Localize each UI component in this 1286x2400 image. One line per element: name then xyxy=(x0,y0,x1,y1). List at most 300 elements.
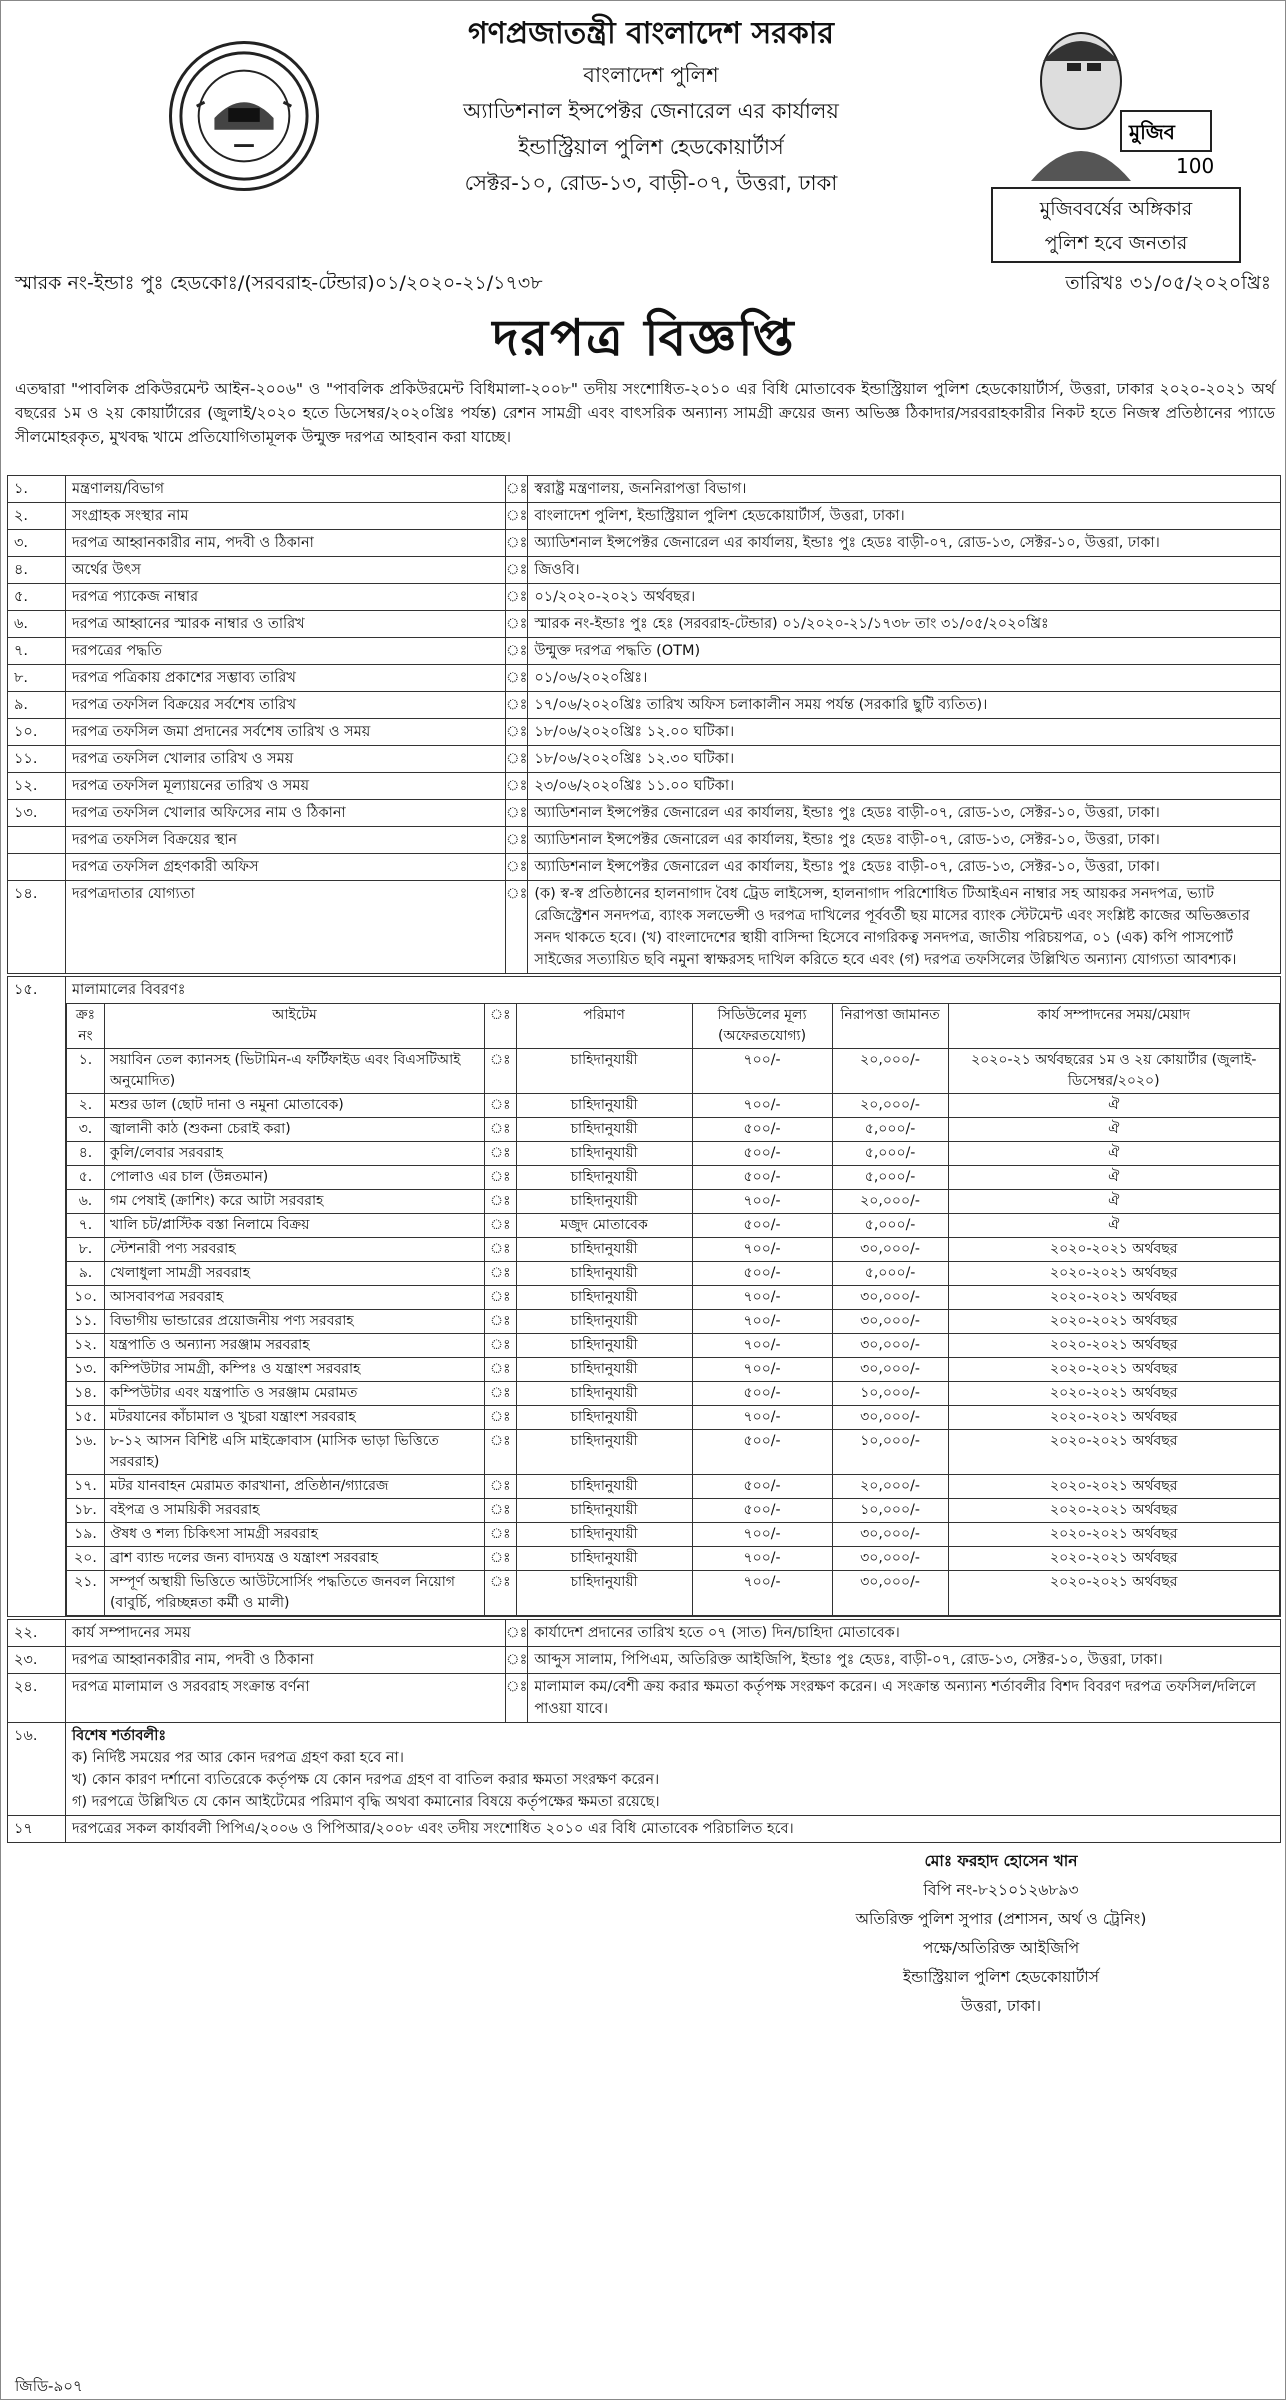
row-separator: ঃ xyxy=(506,503,528,530)
row-label: দরপত্র মালামাল ও সরবরাহ সংক্রান্ত বর্ণনা xyxy=(66,1674,506,1723)
signatory-office: ইন্ডাস্ট্রিয়াল পুলিশ হেডকোয়ার্টার্স xyxy=(902,1968,1100,1986)
row-label: দরপত্র প্যাকেজ নাম্বার xyxy=(66,584,506,611)
ad-code: জিডি-৯০৭ xyxy=(15,2377,83,2395)
info-row xyxy=(8,638,1281,665)
item-sl: ১৮. xyxy=(66,1499,104,1523)
row-number: ১৪. xyxy=(8,881,66,974)
row-label: দরপত্রদাতার যোগ্যতা xyxy=(66,881,506,974)
row-number: ১১. xyxy=(8,746,66,773)
row-separator: ঃ xyxy=(506,692,528,719)
row-value: অ্যাডিশনাল ইন্সপেক্টর জেনারেল এর কার্যালয়, ইন্ডাঃ পুঃ হেডঃ বাড়ী-০৭, রোড-১৩, সেক্টর-১০, উত্তরা, ঢাকা। xyxy=(528,800,1281,827)
item-period: ২০২০-২০২১ অর্থবছর xyxy=(948,1547,1279,1571)
item-period: ২০২০-২০২১ অর্থবছর xyxy=(948,1430,1279,1475)
item-price: ৫০০/- xyxy=(692,1430,832,1475)
sec16-line: খ) কোন কারণ দর্শানো ব্যতিরেকে কর্তৃপক্ষ যে কোন দরপত্র গ্রহণ বা বাতিল করার ক্ষমতা সংরক্ষণ করেন। xyxy=(72,1772,660,1788)
item-row xyxy=(66,1382,1279,1406)
item-separator: ঃ xyxy=(484,1406,516,1430)
item-row xyxy=(66,1094,1279,1118)
item-qty: চাহিদানুযায়ী xyxy=(516,1475,692,1499)
item-period: ২০২০-২০২১ অর্থবছর xyxy=(948,1262,1279,1286)
row-value: আব্দুস সালাম, পিপিএম, অতিরিক্ত আইজিপি, ইন্ডাঃ পুঃ হেডঃ, বাড়ী-০৭, রোড-১৩, সেক্টর-১০, উত্তরা, ঢাকা। xyxy=(528,1647,1281,1674)
sec17-number: ১৭ xyxy=(8,1816,66,1843)
police-name: বাংলাদেশ পুলিশ xyxy=(583,63,719,87)
item-qty: চাহিদানুযায়ী xyxy=(516,1118,692,1142)
item-sl: ৭. xyxy=(66,1214,104,1238)
item-price: ৭০০/- xyxy=(692,1190,832,1214)
item-sl: ১৬. xyxy=(66,1430,104,1475)
item-qty: মজুদ মোতাবেক xyxy=(516,1214,692,1238)
row-label: কার্য সম্পাদনের সময় xyxy=(66,1620,506,1647)
item-sl: ৩. xyxy=(66,1118,104,1142)
item-qty: চাহিদানুযায়ী xyxy=(516,1499,692,1523)
item-separator: ঃ xyxy=(484,1547,516,1571)
row-value: অ্যাডিশনাল ইন্সপেক্টর জেনারেল এর কার্যালয়, ইন্ডাঃ পুঃ হেডঃ বাড়ী-০৭, রোড-১৩, সেক্টর-১০, উত্তরা, ঢাকা। xyxy=(528,854,1281,881)
col-item: আইটেম xyxy=(104,1004,484,1049)
row-value: ২৩/০৬/২০২০খ্রিঃ ১১.০০ ঘটিকা। xyxy=(528,773,1281,800)
row-label: দরপত্র তফসিল বিক্রয়ের সর্বশেষ তারিখ xyxy=(66,692,506,719)
row-separator: ঃ xyxy=(506,665,528,692)
item-period: ২০২০-২০২১ অর্থবছর xyxy=(948,1571,1279,1616)
item-separator: ঃ xyxy=(484,1499,516,1523)
office-address: সেক্টর-১০, রোড-১৩, বাড়ী-০৭, উত্তরা, ঢাকা xyxy=(464,171,838,195)
sec16-line: ক) নির্দিষ্ট সময়ের পর আর কোন দরপত্র গ্রহণ করা হবে না। xyxy=(72,1750,404,1766)
item-row xyxy=(66,1142,1279,1166)
item-price: ৭০০/- xyxy=(692,1523,832,1547)
item-separator: ঃ xyxy=(484,1310,516,1334)
item-price: ৭০০/- xyxy=(692,1094,832,1118)
item-row xyxy=(66,1499,1279,1523)
item-qty: চাহিদানুযায়ী xyxy=(516,1190,692,1214)
row-number: ৫. xyxy=(8,584,66,611)
mujib-logo-100: 100 xyxy=(1176,154,1215,178)
item-qty: চাহিদানুযায়ী xyxy=(516,1547,692,1571)
item-security: ৩০,০০০/- xyxy=(832,1310,948,1334)
sec16-title: বিশেষ শর্তাবলীঃ xyxy=(72,1728,167,1744)
row-number: ৬. xyxy=(8,611,66,638)
item-row xyxy=(66,1049,1279,1094)
item-name: গম পেষাই (ক্রাশিং) করে আটা সরবরাহ xyxy=(104,1190,484,1214)
row-value: ০১/০৬/২০২০খ্রিঃ। xyxy=(528,665,1281,692)
row-value: স্মারক নং-ইন্ডাঃ পুঃ হেঃ (সরবরাহ-টেন্ডার) ০১/২০২০-২১/১৭৩৮ তাং ৩১/০৫/২০২০খ্রিঃ xyxy=(528,611,1281,638)
item-row xyxy=(66,1547,1279,1571)
page-title: দরপত্র বিজ্ঞপ্তি xyxy=(492,309,796,367)
item-qty: চাহিদানুযায়ী xyxy=(516,1523,692,1547)
info-row xyxy=(8,1674,1281,1723)
item-name: কুলি/লেবার সরবরাহ xyxy=(104,1142,484,1166)
row-separator: ঃ xyxy=(506,638,528,665)
item-row xyxy=(66,1262,1279,1286)
info-row xyxy=(8,773,1281,800)
item-security: ৩০,০০০/- xyxy=(832,1334,948,1358)
row-value: মালামাল কম/বেশী ক্রয় করার ক্ষমতা কর্তৃপক্ষ সংরক্ষণ করেন। এ সংক্রান্ত অন্যান্য শর্তাবলীর বিশদ বিবরণ দরপত্র তফসিল/দলিলে পাওয়া যাবে। xyxy=(528,1674,1281,1723)
item-sl: ১. xyxy=(66,1049,104,1094)
item-price: ৭০০/- xyxy=(692,1286,832,1310)
item-separator: ঃ xyxy=(484,1334,516,1358)
item-sl: ২০. xyxy=(66,1547,104,1571)
info-row xyxy=(8,1647,1281,1674)
row-separator: ঃ xyxy=(506,881,528,974)
item-price: ৭০০/- xyxy=(692,1406,832,1430)
hq-name: ইন্ডাস্ট্রিয়াল পুলিশ হেডকোয়ার্টার্স xyxy=(518,135,784,159)
item-price: ৭০০/- xyxy=(692,1238,832,1262)
item-qty: চাহিদানুযায়ী xyxy=(516,1262,692,1286)
item-row xyxy=(66,1214,1279,1238)
item-row xyxy=(66,1475,1279,1499)
item-sl: ১০. xyxy=(66,1286,104,1310)
row-number: ২৪. xyxy=(8,1674,66,1723)
signatory-designation: অতিরিক্ত পুলিশ সুপার (প্রশাসন, অর্থ ও ট্রেনিং) xyxy=(855,1910,1147,1928)
item-security: ৩০,০০০/- xyxy=(832,1286,948,1310)
item-qty: চাহিদানুযায়ী xyxy=(516,1166,692,1190)
item-qty: চাহিদানুযায়ী xyxy=(516,1382,692,1406)
row-value: জিওবি। xyxy=(528,557,1281,584)
item-qty: চাহিদানুযায়ী xyxy=(516,1049,692,1094)
slogan-box xyxy=(991,187,1241,263)
row-label: দরপত্র তফসিল জমা প্রদানের সর্বশেষ তারিখ ও সময় xyxy=(66,719,506,746)
row-separator: ঃ xyxy=(506,1674,528,1723)
row-value: ১৮/০৬/২০২০খ্রিঃ ১২.০০ ঘটিকা। xyxy=(528,719,1281,746)
item-price: ৭০০/- xyxy=(692,1310,832,1334)
row-label: সংগ্রাহক সংস্থার নাম xyxy=(66,503,506,530)
item-security: ২০,০০০/- xyxy=(832,1475,948,1499)
info-row xyxy=(8,584,1281,611)
info-row xyxy=(8,800,1281,827)
item-row xyxy=(66,1571,1279,1616)
item-name: কম্পিউটার এবং যন্ত্রপাতি ও সরঞ্জাম মেরামত xyxy=(104,1382,484,1406)
item-price: ৫০০/- xyxy=(692,1118,832,1142)
item-price: ৫০০/- xyxy=(692,1214,832,1238)
row-label: মন্ত্রণালয়/বিভাগ xyxy=(66,476,506,503)
item-price: ৫০০/- xyxy=(692,1142,832,1166)
item-row xyxy=(66,1334,1279,1358)
item-period: ঐ xyxy=(948,1142,1279,1166)
col-sl: ক্রঃ নং xyxy=(66,1004,104,1049)
row-number: ৮. xyxy=(8,665,66,692)
row-separator: ঃ xyxy=(506,746,528,773)
col-security: নিরাপত্তা জামানত xyxy=(832,1004,948,1049)
item-security: ৩০,০০০/- xyxy=(832,1358,948,1382)
item-period: ২০২০-২০২১ অর্থবছর xyxy=(948,1475,1279,1499)
row-number: ২৩. xyxy=(8,1647,66,1674)
item-sl: ২. xyxy=(66,1094,104,1118)
row-separator: ঃ xyxy=(506,611,528,638)
item-qty: চাহিদানুযায়ী xyxy=(516,1094,692,1118)
row-separator: ঃ xyxy=(506,827,528,854)
item-separator: ঃ xyxy=(484,1523,516,1547)
item-name: মটর যানবাহন মেরামত কারখানা, প্রতিষ্ঠান/গ্যারেজ xyxy=(104,1475,484,1499)
item-name: জ্বালানী কাঠ (শুকনা চেরাই করা) xyxy=(104,1118,484,1142)
row-value: বাংলাদেশ পুলিশ, ইন্ডাস্ট্রিয়াল পুলিশ হেডকোয়ার্টার্স, উত্তরা, ঢাকা। xyxy=(528,503,1281,530)
item-period: ঐ xyxy=(948,1166,1279,1190)
info-row xyxy=(8,503,1281,530)
item-qty: চাহিদানুযায়ী xyxy=(516,1334,692,1358)
item-qty: চাহিদানুযায়ী xyxy=(516,1358,692,1382)
signatory-for: পক্ষে/অতিরিক্ত আইজিপি xyxy=(922,1939,1080,1957)
row-value: অ্যাডিশনাল ইন্সপেক্টর জেনারেল এর কার্যালয়, ইন্ডাঃ পুঃ হেডঃ বাড়ী-০৭, রোড-১৩, সেক্টর-১০, উত্তরা, ঢাকা। xyxy=(528,530,1281,557)
slogan-line-1: মুজিববর্ষের অঙ্গিকার xyxy=(1039,198,1193,220)
item-row xyxy=(66,1118,1279,1142)
row-separator: ঃ xyxy=(506,1620,528,1647)
item-sl: ৬. xyxy=(66,1190,104,1214)
row-value: অ্যাডিশনাল ইন্সপেক্টর জেনারেল এর কার্যালয়, ইন্ডাঃ পুঃ হেডঃ বাড়ী-০৭, রোড-১৩, সেক্টর-১০, উত্তরা, ঢাকা। xyxy=(528,827,1281,854)
item-name: খালি চট/প্লাস্টিক বস্তা নিলামে বিক্রয় xyxy=(104,1214,484,1238)
row-number: ১৩. xyxy=(8,800,66,827)
item-row xyxy=(66,1190,1279,1214)
row-value: ১৭/০৬/২০২০খ্রিঃ তারিখ অফিস চলাকালীন সময় পর্যন্ত (সরকারি ছুটি ব্যতিত)। xyxy=(528,692,1281,719)
slogan-line-2: পুলিশ হবে জনতার xyxy=(1044,232,1188,254)
item-row xyxy=(66,1310,1279,1334)
item-separator: ঃ xyxy=(484,1358,516,1382)
row-value: (ক) স্ব-স্ব প্রতিষ্ঠানের হালনাগাদ বৈধ ট্রেড লাইসেন্স, হালনাগাদ পরিশোধিত টিআইএন নাম্বার সহ আয়কর সনদপত্র, ভ্যাট রেজিস্ট্রেশন সনদপত্র, ব্যাংক সলভেন্সী ও দরপত্র দাখিলের পূর্ববর্তী ছয় মাসের ব্যাংক স্টেটমেন্ট এবং সংশ্লিষ্ট কাজের অভিজ্ঞতার সনদ থাকতে হবে। (খ) বাংলাদেশের স্থায়ী বাসিন্দা হিসেবে নাগরিকত্ব সনদপত্র, জাতীয় পরিচয়পত্র, ০১ (এক) কপি পাসপোর্ট সাইজের সত্যায়িত ছবি নমুনা স্বাক্ষরসহ দাখিল করিতে হবে এবং (গ) দরপত্র তফসিলের উল্লিখিত অন্যান্য যোগ্যতা আবশ্যক। xyxy=(528,881,1281,974)
header xyxy=(1,1,1286,261)
item-period: ২০২০-২০২১ অর্থবছর xyxy=(948,1238,1279,1262)
item-price: ৫০০/- xyxy=(692,1166,832,1190)
col-sep: ঃ xyxy=(484,1004,516,1049)
row-value: উন্মুক্ত দরপত্র পদ্ধতি (OTM) xyxy=(528,638,1281,665)
item-sl: ১২. xyxy=(66,1334,104,1358)
row-value: স্বরাষ্ট্র মন্ত্রণালয়, জননিরাপত্তা বিভাগ। xyxy=(528,476,1281,503)
item-qty: চাহিদানুযায়ী xyxy=(516,1142,692,1166)
item-period: ২০২০-২০২১ অর্থবছর xyxy=(948,1406,1279,1430)
signatory-bp: বিপি নং-৮২১০১২৬৮৯৩ xyxy=(923,1881,1079,1899)
item-security: ৩০,০০০/- xyxy=(832,1523,948,1547)
sec17-text: দরপত্রের সকল কার্যাবলী পিপিএ/২০০৬ ও পিপিআর/২০০৮ এবং তদীয় সংশোধিত ২০১০ এর বিধি মোতাবেক পরিচালিত হবে। xyxy=(66,1816,1281,1843)
item-period: ঐ xyxy=(948,1214,1279,1238)
item-row xyxy=(66,1358,1279,1382)
col-price: সিডিউলের মূল্য (অফেরতযোগ্য) xyxy=(692,1004,832,1049)
item-name: ব্রাশ ব্যান্ড দলের জন্য বাদ্যযন্ত্র ও যন্ত্রাংশ সরবরাহ xyxy=(104,1547,484,1571)
item-period: ২০২০-২০২১ অর্থবছর xyxy=(948,1334,1279,1358)
item-period: ২০২০-২০২১ অর্থবছর xyxy=(948,1358,1279,1382)
item-name: আসবাবপত্র সরবরাহ xyxy=(104,1286,484,1310)
item-security: ২০,০০০/- xyxy=(832,1094,948,1118)
row-value: কার্যাদেশ প্রদানের তারিখ হতে ০৭ (সাত) দিন/চাহিদা মোতাবেক। xyxy=(528,1620,1281,1647)
item-separator: ঃ xyxy=(484,1430,516,1475)
sec16-line: গ) দরপত্রে উল্লিখিত যে কোন আইটেমের পরিমাণ বৃদ্ধি অথবা কমানোর বিষয়ে কর্তৃপক্ষের ক্ষমতা রয়েছে। xyxy=(72,1794,660,1810)
sec16-cell xyxy=(66,1723,1281,1816)
sec15-label: মালামালের বিবরণঃ xyxy=(71,982,186,998)
row-label: দরপত্র তফসিল গ্রহণকারী অফিস xyxy=(66,854,506,881)
item-security: ২০,০০০/- xyxy=(832,1049,948,1094)
row-label: দরপত্র আহ্বানকারীর নাম, পদবী ও ঠিকানা xyxy=(66,530,506,557)
tender-info-table-2 xyxy=(7,1619,1281,1843)
item-sl: ১৫. xyxy=(66,1406,104,1430)
item-qty: চাহিদানুযায়ী xyxy=(516,1430,692,1475)
col-qty: পরিমাণ xyxy=(516,1004,692,1049)
item-security: ৩০,০০০/- xyxy=(832,1406,948,1430)
item-name: পোলাও এর চাল (উন্নতমান) xyxy=(104,1166,484,1190)
item-price: ৭০০/- xyxy=(692,1547,832,1571)
item-price: ৭০০/- xyxy=(692,1049,832,1094)
item-row xyxy=(66,1430,1279,1475)
info-row xyxy=(8,827,1281,854)
row-label: দরপত্র আহ্বানের স্মারক নাম্বার ও তারিখ xyxy=(66,611,506,638)
row-number: ৯. xyxy=(8,692,66,719)
item-separator: ঃ xyxy=(484,1049,516,1094)
mujib-borsho-logo xyxy=(1001,11,1221,191)
info-row xyxy=(8,1620,1281,1647)
govt-name: গণপ্রজাতন্ত্রী বাংলাদেশ সরকার xyxy=(468,16,834,51)
col-period: কার্য সম্পাদনের সময়/মেয়াদ xyxy=(948,1004,1279,1049)
signatory-place: উত্তরা, ঢাকা। xyxy=(960,1997,1042,2015)
row-separator: ঃ xyxy=(506,800,528,827)
item-separator: ঃ xyxy=(484,1286,516,1310)
item-qty: চাহিদানুযায়ী xyxy=(516,1238,692,1262)
item-security: ৫,০০০/- xyxy=(832,1214,948,1238)
item-name: স্টেশনারী পণ্য সরবরাহ xyxy=(104,1238,484,1262)
info-row xyxy=(8,611,1281,638)
item-sl: ১১. xyxy=(66,1310,104,1334)
item-name: বিভাগীয় ভান্ডারের প্রয়োজনীয় পণ্য সরবরাহ xyxy=(104,1310,484,1334)
item-separator: ঃ xyxy=(484,1142,516,1166)
item-period: ঐ xyxy=(948,1118,1279,1142)
item-sl: ১৭. xyxy=(66,1475,104,1499)
row-number: ১০. xyxy=(8,719,66,746)
item-security: ৫,০০০/- xyxy=(832,1142,948,1166)
item-name: কম্পিউটার সামগ্রী, কম্পিঃ ও যন্ত্রাংশ সরবরাহ xyxy=(104,1358,484,1382)
item-separator: ঃ xyxy=(484,1475,516,1499)
item-name: বইপত্র ও সাময়িকী সরবরাহ xyxy=(104,1499,484,1523)
row-separator: ঃ xyxy=(506,854,528,881)
item-period: ২০২০-২১ অর্থবছরের ১ম ও ২য় কোয়ার্টার (জুলাই-ডিসেম্বর/২০২০) xyxy=(948,1049,1279,1094)
item-name: ঔষধ ও শল্য চিকিৎসা সামগ্রী সরবরাহ xyxy=(104,1523,484,1547)
item-separator: ঃ xyxy=(484,1214,516,1238)
row-separator: ঃ xyxy=(506,584,528,611)
item-security: ৩০,০০০/- xyxy=(832,1547,948,1571)
item-period: ঐ xyxy=(948,1190,1279,1214)
item-separator: ঃ xyxy=(484,1094,516,1118)
row-number xyxy=(8,854,66,881)
item-period: ২০২০-২০২১ অর্থবছর xyxy=(948,1523,1279,1547)
item-price: ৫০০/- xyxy=(692,1475,832,1499)
row-value: ১৮/০৬/২০২০খ্রিঃ ১২.৩০ ঘটিকা। xyxy=(528,746,1281,773)
item-period: ২০২০-২০২১ অর্থবছর xyxy=(948,1382,1279,1406)
item-sl: ৫. xyxy=(66,1166,104,1190)
row-number: ১২. xyxy=(8,773,66,800)
info-row xyxy=(8,746,1281,773)
row-separator: ঃ xyxy=(506,1647,528,1674)
item-security: ২০,০০০/- xyxy=(832,1190,948,1214)
info-row xyxy=(8,557,1281,584)
item-security: ৩০,০০০/- xyxy=(832,1571,948,1616)
row-number: ১. xyxy=(8,476,66,503)
signature-block xyxy=(781,1847,1221,2021)
item-row xyxy=(66,1166,1279,1190)
row-number: ২২. xyxy=(8,1620,66,1647)
item-name: ৮-১২ আসন বিশিষ্ট এসি মাইক্রোবাস (মাসিক ভাড়া ভিত্তিতে সরবরাহ) xyxy=(104,1430,484,1475)
item-separator: ঃ xyxy=(484,1571,516,1616)
info-row xyxy=(8,881,1281,974)
row-separator: ঃ xyxy=(506,719,528,746)
tender-info-table xyxy=(7,475,1281,974)
item-price: ৭০০/- xyxy=(692,1358,832,1382)
item-sl: ১৯. xyxy=(66,1523,104,1547)
item-row xyxy=(66,1286,1279,1310)
items-table xyxy=(7,976,1281,1617)
item-separator: ঃ xyxy=(484,1262,516,1286)
item-sl: ১৪. xyxy=(66,1382,104,1406)
item-name: খেলাধুলা সামগ্রী সরবরাহ xyxy=(104,1262,484,1286)
item-security: ৫,০০০/- xyxy=(832,1262,948,1286)
item-name: মশুর ডাল (ছোট দানা ও নমুনা মোতাবেক) xyxy=(104,1094,484,1118)
row-number: ৩. xyxy=(8,530,66,557)
memo-number: স্মারক নং-ইন্ডাঃ পুঃ হেডকোঃ/(সরবরাহ-টেন্ডার)০১/২০২০-২১/১৭৩৮ xyxy=(15,272,543,294)
item-separator: ঃ xyxy=(484,1166,516,1190)
info-row xyxy=(8,854,1281,881)
info-row xyxy=(8,665,1281,692)
item-price: ৫০০/- xyxy=(692,1262,832,1286)
item-security: ৫,০০০/- xyxy=(832,1166,948,1190)
item-row xyxy=(66,1523,1279,1547)
sec15-number: ১৫. xyxy=(8,977,66,1617)
intro-paragraph: এতদ্বারা "পাবলিক প্রকিউরমেন্ট আইন-২০০৬" ও "পাবলিক প্রকিউরমেন্ট বিধিমালা-২০০৮" তদীয় সংশোধিত-২০১০ এর বিধি মোতাবেক ইন্ডাস্ট্রিয়াল পুলিশ হেডকোয়ার্টার্স, উত্তরা, ঢাকার ২০২০-২০২১ অর্থ বছরের ১ম ও ২য় কোয়ার্টারের (জুলাই/২০২০ হতে ডিসেম্বর/২০২০খ্রিঃ পর্যন্ত) রেশন সামগ্রী এবং বাৎসরিক অন্যান্য সামগ্রী ক্রয়ের জন্য অভিজ্ঞ ঠিকাদার/সরবরাহকারীর নিকট হতে নিজস্ব প্রতিষ্ঠানের প্যাডে সীলমোহরকৃত, মুখবদ্ধ খামে প্রতিযোগিতামূলক উন্মুক্ত দরপত্র আহবান করা যাচ্ছে। xyxy=(15,380,1275,446)
row-separator: ঃ xyxy=(506,530,528,557)
item-qty: চাহিদানুযায়ী xyxy=(516,1571,692,1616)
office-name: অ্যাডিশনাল ইন্সপেক্টর জেনারেল এর কার্যালয় xyxy=(463,99,839,123)
item-separator: ঃ xyxy=(484,1382,516,1406)
row-number xyxy=(8,827,66,854)
row-label: দরপত্র পত্রিকায় প্রকাশের সম্ভাব্য তারিখ xyxy=(66,665,506,692)
item-period: ২০২০-২০২১ অর্থবছর xyxy=(948,1286,1279,1310)
item-price: ৫০০/- xyxy=(692,1499,832,1523)
item-row xyxy=(66,1406,1279,1430)
row-label: দরপত্র তফসিল খোলার অফিসের নাম ও ঠিকানা xyxy=(66,800,506,827)
row-label: দরপত্র তফসিল বিক্রয়ের স্থান xyxy=(66,827,506,854)
row-number: ৪. xyxy=(8,557,66,584)
item-security: ১০,০০০/- xyxy=(832,1499,948,1523)
item-period: ২০২০-২০২১ অর্থবছর xyxy=(948,1499,1279,1523)
item-security: ১০,০০০/- xyxy=(832,1430,948,1475)
row-label: দরপত্রের পদ্ধতি xyxy=(66,638,506,665)
row-label: অর্থের উৎস xyxy=(66,557,506,584)
row-separator: ঃ xyxy=(506,476,528,503)
police-seal-logo xyxy=(169,41,319,191)
item-period: ঐ xyxy=(948,1094,1279,1118)
info-row xyxy=(8,476,1281,503)
item-security: ৫,০০০/- xyxy=(832,1118,948,1142)
item-qty: চাহিদানুযায়ী xyxy=(516,1310,692,1334)
info-row xyxy=(8,530,1281,557)
item-sl: ৮. xyxy=(66,1238,104,1262)
item-security: ৩০,০০০/- xyxy=(832,1238,948,1262)
item-name: মটরযানের কাঁচামাল ও খুচরা যন্ত্রাংশ সরবরাহ xyxy=(104,1406,484,1430)
sec16-number: ১৬. xyxy=(8,1723,66,1816)
item-name: সম্পূর্ণ অস্থায়ী ভিত্তিতে আউটসোর্সিং পদ্ধতিতে জনবল নিয়োগ (বাবুর্চি, পরিচ্ছন্নতা কর্মী ও মালী) xyxy=(104,1571,484,1616)
item-period: ২০২০-২০২১ অর্থবছর xyxy=(948,1310,1279,1334)
row-separator: ঃ xyxy=(506,773,528,800)
item-sl: ৪. xyxy=(66,1142,104,1166)
item-name: সয়াবিন তেল ক্যানসহ (ভিটামিন-এ ফর্টিফাইড এবং বিএসটিআই অনুমোদিত) xyxy=(104,1049,484,1094)
item-sl: ১৩. xyxy=(66,1358,104,1382)
row-label: দরপত্র তফসিল খোলার তারিখ ও সময় xyxy=(66,746,506,773)
row-label: দরপত্র আহ্বানকারীর নাম, পদবী ও ঠিকানা xyxy=(66,1647,506,1674)
signatory-name: মোঃ ফরহাদ হোসেন খান xyxy=(924,1852,1078,1870)
item-qty: চাহিদানুযায়ী xyxy=(516,1406,692,1430)
info-row xyxy=(8,692,1281,719)
row-number: ২. xyxy=(8,503,66,530)
item-sl: ২১. xyxy=(66,1571,104,1616)
row-separator: ঃ xyxy=(506,557,528,584)
item-qty: চাহিদানুযায়ী xyxy=(516,1286,692,1310)
item-separator: ঃ xyxy=(484,1190,516,1214)
item-name: যন্ত্রপাতি ও অন্যান্য সরঞ্জাম সরবরাহ xyxy=(104,1334,484,1358)
item-price: ৭০০/- xyxy=(692,1334,832,1358)
item-row xyxy=(66,1238,1279,1262)
row-number: ৭. xyxy=(8,638,66,665)
item-sl: ৯. xyxy=(66,1262,104,1286)
info-row xyxy=(8,719,1281,746)
row-label: দরপত্র তফসিল মূল্যায়নের তারিখ ও সময় xyxy=(66,773,506,800)
